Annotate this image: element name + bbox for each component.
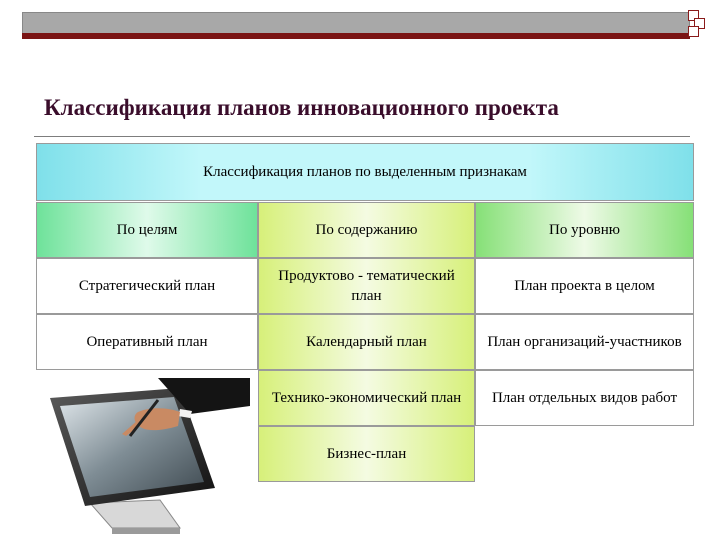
slide-title: Классификация планов инновационного проекта xyxy=(44,95,559,120)
level-item: План отдельных видов работ xyxy=(475,370,694,426)
top-accent-bar xyxy=(22,33,690,39)
top-banner-bar xyxy=(22,12,690,34)
corner-square-icon xyxy=(688,26,699,37)
touchscreen-monitor-with-stylus-icon xyxy=(30,378,250,538)
column-header-content: По содержанию xyxy=(258,202,475,258)
title-divider xyxy=(34,136,690,137)
column-header-goals: По целям xyxy=(36,202,258,258)
column-header-level: По уровню xyxy=(475,202,694,258)
content-item: Бизнес-план xyxy=(258,426,475,482)
level-item: План организаций-участников xyxy=(475,314,694,370)
content-item: Технико-экономический план xyxy=(258,370,475,426)
diagram-header: Классификация планов по выделенным признакам xyxy=(36,143,694,201)
content-item: Календарный план xyxy=(258,314,475,370)
level-item: План проекта в целом xyxy=(475,258,694,314)
goals-item: Оперативный план xyxy=(36,314,258,370)
goals-item: Стратегический план xyxy=(36,258,258,314)
content-item: Продуктово - тематический план xyxy=(258,258,475,314)
